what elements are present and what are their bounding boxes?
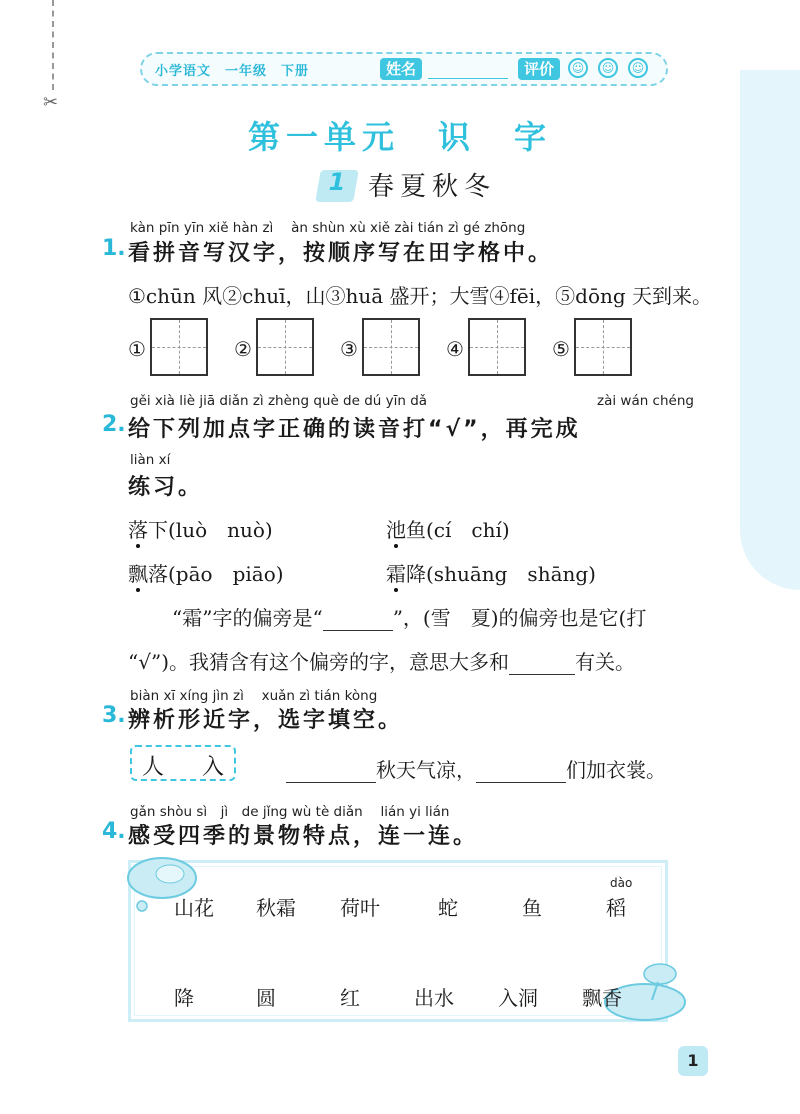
blank-1[interactable] [286,758,376,783]
q2-fill-line-2: “√”)。我猜含有这个偏旁的字，意思大多和 有关。 [128,650,635,674]
reading-options[interactable]: (shuāng shāng) [426,562,596,586]
course-label: 小学语文 一年级 下册 [155,64,310,79]
choice-char-1: 人 [142,755,165,780]
laughing-face-icon[interactable]: ☺ [568,58,588,78]
q1-text: 看拼音写汉字，按顺序写在田字格中。 [128,241,554,266]
scissors-icon: ✂ [43,92,59,113]
tian-grid-3[interactable] [362,318,420,376]
tian-grid-2[interactable] [256,318,314,376]
dotted-char: 落 [128,518,148,542]
grid-label-4: ④ [446,337,464,361]
blank-2[interactable] [476,758,566,783]
match-top-5[interactable]: 鱼 [522,896,542,920]
q3-sentence: 秋天气凉， 们加衣裳。 [286,754,666,783]
grid-label-3: ③ [340,337,358,361]
lesson-number: 1 [328,168,346,196]
match-bottom-5[interactable]: 入洞 [498,986,538,1010]
match-top-1[interactable]: 山花 [174,896,214,920]
eval-label: 评价 [518,58,560,80]
q2-item-1: 落下(luò nuò) [128,518,273,542]
match-bottom-1[interactable]: 降 [174,986,194,1010]
q1-number: 1. [102,236,126,261]
tian-grid-4[interactable] [468,318,526,376]
dao-pinyin: dào [610,876,633,890]
choice-char-2: 入 [202,755,225,780]
match-bottom-6[interactable]: 飘香 [582,986,622,1010]
q3-pinyin: biàn xī xíng jìn zì xuǎn zì tián kòng [130,688,378,704]
grid-label-2: ② [234,337,252,361]
blank-meaning[interactable] [509,650,575,675]
lesson-title: 春夏秋冬 [368,172,497,202]
q4-pinyin: gǎn shòu sì jì de jǐng wù tè diǎn lián yi lián [130,804,450,820]
match-bottom-3[interactable]: 红 [340,986,360,1010]
match-top-3[interactable]: 荷叶 [340,896,380,920]
page-number: 1 [678,1046,708,1076]
grid-label-1: ① [128,337,146,361]
name-label: 姓名 [380,58,422,80]
blank-radical[interactable] [323,606,393,631]
dotted-char: 池 [386,518,406,542]
smile-face-icon[interactable]: ☺ [598,58,618,78]
q2-number: 2. [102,412,126,437]
q1-line: ①chūn 风②chuī，山③huā 盛开；大雪④fēi，⑤dōng 天到来。 [128,284,713,308]
reading-options[interactable]: (pāo piāo) [168,562,284,586]
match-top-2[interactable]: 秋霜 [256,896,296,920]
q3-number: 3. [102,703,126,728]
q3-text: 辨析形近字，选字填空。 [128,708,404,733]
q4-number: 4. [102,819,126,844]
q1-pinyin: kàn pīn yīn xiě hàn zì àn shùn xù xiě zài tián zì gé zhōng [130,220,526,236]
q2-text: 给下列加点字正确的读音打“√”，再完成 [128,417,581,442]
cut-line [52,0,54,90]
name-field[interactable] [428,78,508,79]
tian-grid-1[interactable] [150,318,208,376]
match-top-4[interactable]: 蛇 [438,896,458,920]
q2-fill-line-1: “霜”字的偏旁是“ ”，(雪 夏)的偏旁也是它(打 [172,606,647,630]
q2-pinyin-right: zài wán chéng [597,393,694,409]
grid-label-5: ⑤ [552,337,570,361]
reading-options[interactable]: (luò nuò) [168,518,273,542]
q2-pinyin2: liàn xí [130,452,171,468]
tian-grid-5[interactable] [574,318,632,376]
unit-title: 第一单元 识 字 [247,118,552,156]
q2-text2: 练习。 [128,475,204,500]
neutral-face-icon[interactable]: ☺ [628,58,648,78]
q2-pinyin: gěi xià liè jiā diǎn zì zhèng què de dú yīn dǎ [130,393,428,409]
q2-item-2: 池鱼(cí chí) [386,518,510,542]
dotted-char: 飘 [128,562,148,586]
q2-item-3: 飘落(pāo piāo) [128,562,284,586]
match-bottom-4[interactable]: 出水 [414,986,454,1010]
q2-item-4: 霜降(shuāng shāng) [386,562,596,586]
reading-options[interactable]: (cí chí) [426,518,510,542]
match-top-6[interactable]: 稻 [606,896,626,920]
q4-text: 感受四季的景物特点，连一连。 [128,824,479,849]
match-bottom-2[interactable]: 圆 [256,986,276,1010]
dotted-char: 霜 [386,562,406,586]
